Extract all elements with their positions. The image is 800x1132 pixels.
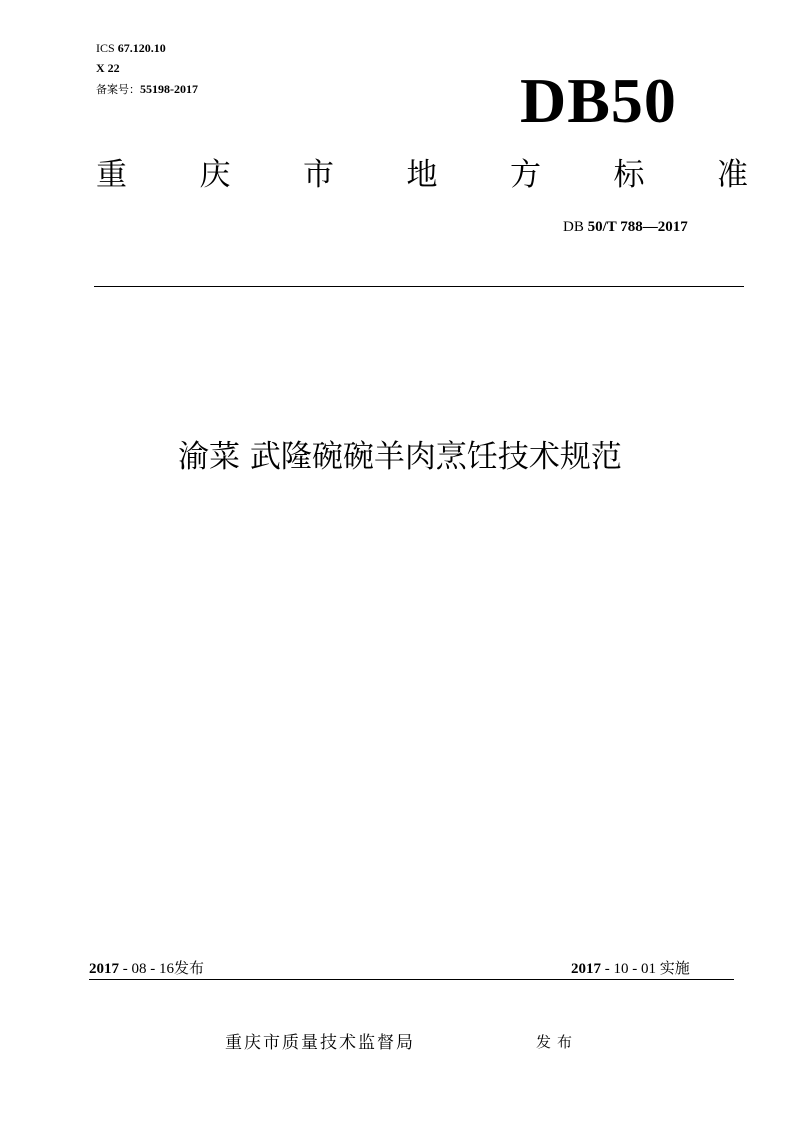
- document-title: 渝菜 武隆碗碗羊肉烹饪技术规范: [178, 439, 622, 475]
- standard-number: [563, 219, 688, 236]
- issue-month-day: - 08 - 16: [122, 961, 174, 977]
- ics-prefix: ICS: [96, 41, 115, 55]
- implementation-month-day: - 10 - 01: [604, 961, 656, 977]
- standard-type-char: 重: [96, 157, 127, 193]
- standard-type-char: 方: [510, 157, 541, 193]
- ccs-code: X 22: [96, 61, 120, 75]
- standard-type-char: 地: [406, 157, 438, 193]
- issue-label: 发布: [174, 959, 205, 977]
- standard-type-char: 庆: [199, 157, 231, 193]
- footer-divider: [89, 979, 734, 980]
- standard-type-char: 市: [303, 157, 334, 193]
- issue-date: [89, 958, 204, 979]
- standard-type-char: 准: [717, 157, 748, 193]
- standard-code-logo: DB50: [520, 65, 677, 136]
- header-divider: [94, 286, 744, 287]
- standard-type-heading: [96, 150, 748, 200]
- implementation-year: 2017: [571, 961, 601, 977]
- ics-value: 67.120.10: [117, 41, 166, 55]
- record-label: 备案号：: [96, 83, 140, 96]
- standard-number-prefix: DB: [563, 219, 584, 235]
- publisher-name: 重庆市质量技术监督局: [225, 1033, 415, 1053]
- implementation-date: [571, 958, 690, 979]
- publish-label: 发布: [536, 1033, 579, 1051]
- record-value: 55198-2017: [140, 82, 198, 96]
- implementation-label: 实施: [659, 959, 690, 977]
- ics-code: [96, 40, 166, 56]
- standard-type-char: 标: [613, 157, 645, 193]
- issue-year: 2017: [89, 961, 119, 977]
- record-number: [96, 81, 198, 98]
- standard-number-value: 50/T 788—2017: [587, 219, 688, 235]
